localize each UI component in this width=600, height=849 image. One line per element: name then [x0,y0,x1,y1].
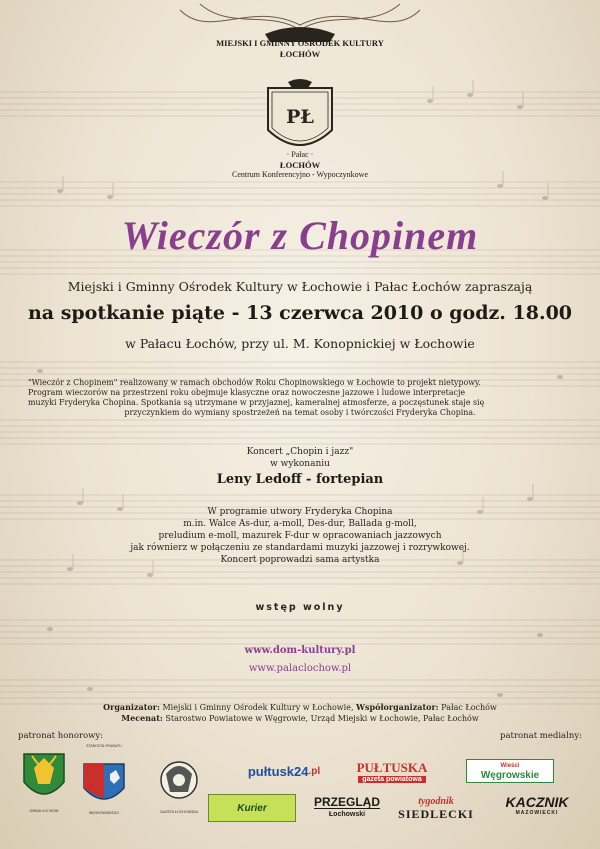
kurier-text: Kurier [237,802,267,814]
pultusk24-text: pułtusk24 [247,763,309,779]
coorganizer-label: Współorganizator: [356,702,439,712]
organizer-value: Miejski i Gminny Ośrodek Kultury w Łochowie, [159,703,357,712]
gazeta-lochowska-crest-icon [152,756,206,808]
kurier-logo [208,794,296,822]
pultuska-title: PUŁTUSKA [356,759,428,775]
event-description [28,378,572,418]
wiesci-big: Węgrowskie [480,770,540,781]
performer-name: Leny Ledoff - fortepian [216,472,384,487]
gazeta-caption: GAZETA ŁOCHOWSKA [160,810,198,814]
palace-label: · Pałac · [286,150,314,159]
pultusk24-suffix: .pl [308,765,321,777]
venue-line: w Pałacu Łochów, przy ul. M. Konopnickiej w Łochowie [125,336,475,351]
tygodnik-siedlecki-logo [394,794,478,822]
honorary-patronage-label: patronat honorowy: [18,731,104,741]
program-line: preludium e-moll, mazurek F-dur w opracowaniach jazzowych [158,531,442,542]
coorganizer-value: Pałac Łochów [438,703,497,712]
organizer-label: Organizator: [103,702,160,712]
event-title: Wieczór z Chopinem [121,213,479,258]
kacznik-mazowiecki-logo [492,796,582,820]
invitation-line: Miejski i Gminny Ośrodek Kultury w Łochowie i Pałac Łochów zapraszają [67,279,533,294]
gmina-lochow-crest-icon [20,748,68,808]
tygodnik-label: tygodnik [418,796,454,807]
organizer-name: MIEJSKI I GMINNY OŚRODEK KULTURY [216,38,384,48]
wiesci-wegrowskie-logo [466,759,554,783]
kacznik-subtitle: MAZOWIECKI [515,810,559,816]
meeting-date-line: na spotkanie piąte - 13 czerwca 2010 o godz. 18.00 [27,302,573,324]
organizer-banner [205,38,395,60]
organizer-credits [0,702,600,713]
palace-subtitle: Centrum Konferencyjno - Wypoczynkowe [232,170,368,179]
patron-label: Mecenat: [121,713,163,723]
starosta-caption-bottom: WĘGROWSKIEGO [88,811,120,815]
patron-credits [0,713,600,724]
palace-name: ŁOCHÓW [279,160,321,170]
description-line: "Wieczór z Chopinem" realizowany w ramach obchodów Roku Chopinowskiego w Łochowie to projekt nietypowy. [28,378,481,387]
przeglad-lochowski-logo [312,794,382,822]
free-entry-note: wstęp wolny [255,602,345,613]
concert-title: Koncert „Chopin i jazz" [246,447,354,457]
gmina-caption: GMINA ŁOCHÓW [29,809,59,813]
palace-name-block [200,150,400,180]
program-line: W programie utwory Fryderyka Chopina [207,507,393,517]
przeglad-title: PRZEGLĄD [314,794,380,809]
concert-performed-by: w wykonaniu [270,459,330,469]
gazeta-pultuska-logo [350,758,434,784]
program-line: Koncert poprowadzi sama artystka [220,555,380,566]
powiat-wegrowski-crest-icon [80,760,128,810]
website-link-palac[interactable]: www.palaclochow.pl [248,663,352,674]
patron-value: Starostwo Powiatowe w Węgrowie, Urząd Miejski w Łochowie, Pałac Łochów [162,714,479,723]
wiesci-small: Wieści [500,763,520,769]
website-link-dom-kultury[interactable]: www.dom-kultury.pl [244,645,356,656]
starosta-caption-top: STAROSTA POWIATU [86,744,122,748]
program-line: m.in. Walce As-dur, a-moll, Des-dur, Ballada g-moll, [183,519,417,530]
program-details [0,506,600,566]
przeglad-subtitle: Łochowski [328,810,366,818]
pultusk24-logo [238,762,330,780]
credits-block [0,702,600,724]
program-line: jak równierz w połączeniu ze standardami muzyki jazzowej i rozrywkowej. [130,543,470,554]
pultuska-subtitle: gazeta powiatowa [358,776,426,783]
description-line: Program wieczorów na przestrzeni roku obejmuje klasyczne oraz nowoczesne jazzowe i ludowe interpretacje [28,388,466,397]
kacznik-title: KACZNIK [505,794,569,810]
siedlecki-label: SIEDLECKI [398,807,474,821]
organizer-city: ŁOCHÓW [279,49,321,59]
concert-info [0,446,600,470]
palace-monogram: PŁ [286,106,314,128]
description-line: muzyki Fryderyka Chopina. Spotkania są utrzymane w przyjaznej, kameralnej atmosferze, a poczęstunek staje się [28,398,485,407]
media-patronage-label: patronat medialny: [500,731,582,741]
description-line: przyczynkiem do wymiany spostrzeżeń na temat osoby i twórczości Fryderyka Chopina. [124,408,476,417]
